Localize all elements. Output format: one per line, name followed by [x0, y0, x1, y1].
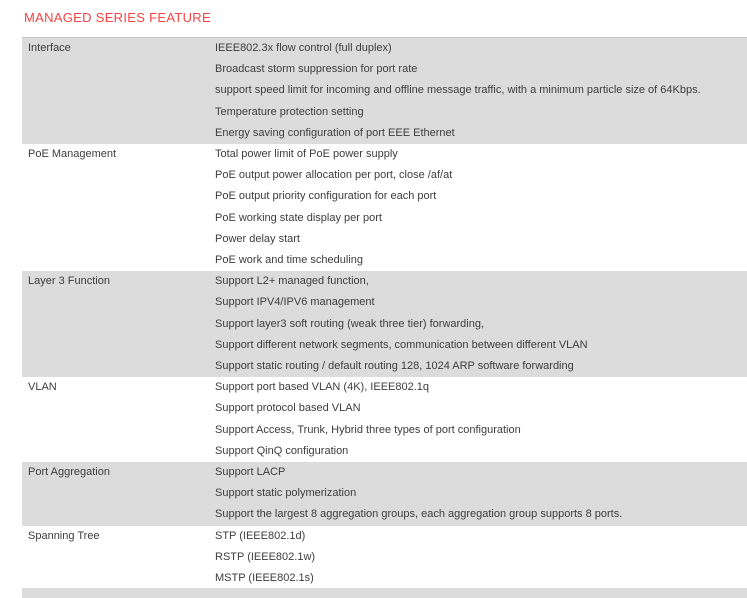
feature-row: Support IPV4/IPV6 management	[215, 296, 375, 309]
feature-group-layer-3-function	[22, 271, 747, 377]
feature-row: Support static polymerization	[215, 487, 357, 500]
category-label: Port Aggregation	[28, 466, 110, 479]
feature-row: Support different network segments, communication between different VLAN	[215, 338, 588, 351]
feature-row: IEEE802.3x flow control (full duplex)	[215, 42, 392, 54]
feature-row: PoE working state display per port	[215, 211, 382, 224]
category-label: PoE Management	[28, 148, 117, 161]
feature-row: Support L2+ managed function,	[215, 275, 369, 288]
feature-row: Temperature protection setting	[215, 105, 364, 118]
feature-row: Support Access, Trunk, Hybrid three types of port configuration	[215, 423, 521, 436]
feature-row: Support layer3 soft routing (weak three tier) forwarding,	[215, 317, 485, 330]
feature-row: Support QinQ configuration	[215, 444, 349, 457]
feature-row: support speed limit for incoming and offline message traffic, with a minimum particle size of 64Kbps.	[215, 84, 701, 97]
feature-list	[215, 526, 747, 590]
feature-row: Energy saving configuration of port EEE Ethernet	[215, 126, 455, 139]
category-label: VLAN	[28, 381, 57, 394]
feature-list	[215, 462, 747, 526]
feature-list	[215, 271, 747, 377]
page-title: MANAGED SERIES FEATURE	[24, 10, 211, 25]
feature-row: PoE output priority configuration for each port	[215, 190, 437, 203]
feature-row: Power delay start	[215, 232, 300, 245]
feature-list	[215, 144, 747, 271]
feature-group-port-aggregation	[22, 462, 747, 526]
category-label: Layer 3 Function	[28, 275, 110, 288]
feature-row: Support protocol based VLAN	[215, 402, 361, 415]
feature-row: PoE output power allocation per port, close /af/at	[215, 169, 453, 182]
feature-group-vlan	[22, 377, 747, 462]
feature-row: Support static routing / default routing 128, 1024 ARP software forwarding	[215, 360, 574, 373]
feature-row: STP (IEEE802.1d)	[215, 529, 306, 542]
feature-row: Total power limit of PoE power supply	[215, 148, 398, 161]
feature-row: PoE work and time scheduling	[215, 254, 363, 267]
feature-list	[215, 38, 747, 144]
category-label: Interface	[28, 42, 71, 54]
feature-list	[215, 377, 747, 462]
feature-table	[22, 37, 747, 589]
feature-row: Broadcast storm suppression for port rate	[215, 63, 418, 76]
feature-group-interface	[22, 38, 747, 144]
feature-row: Support LACP	[215, 466, 286, 479]
category-label: Spanning Tree	[28, 529, 100, 542]
feature-row: RSTP (IEEE802.1w)	[215, 550, 316, 563]
feature-group-spanning-tree	[22, 526, 747, 590]
feature-row: MSTP (IEEE802.1s)	[215, 572, 314, 585]
feature-group-poe-management	[22, 144, 747, 271]
feature-row: Support the largest 8 aggregation groups, each aggregation group supports 8 ports.	[215, 508, 623, 521]
feature-row: Support port based VLAN (4K), IEEE802.1q	[215, 381, 430, 394]
next-section-partial-row	[22, 588, 747, 598]
